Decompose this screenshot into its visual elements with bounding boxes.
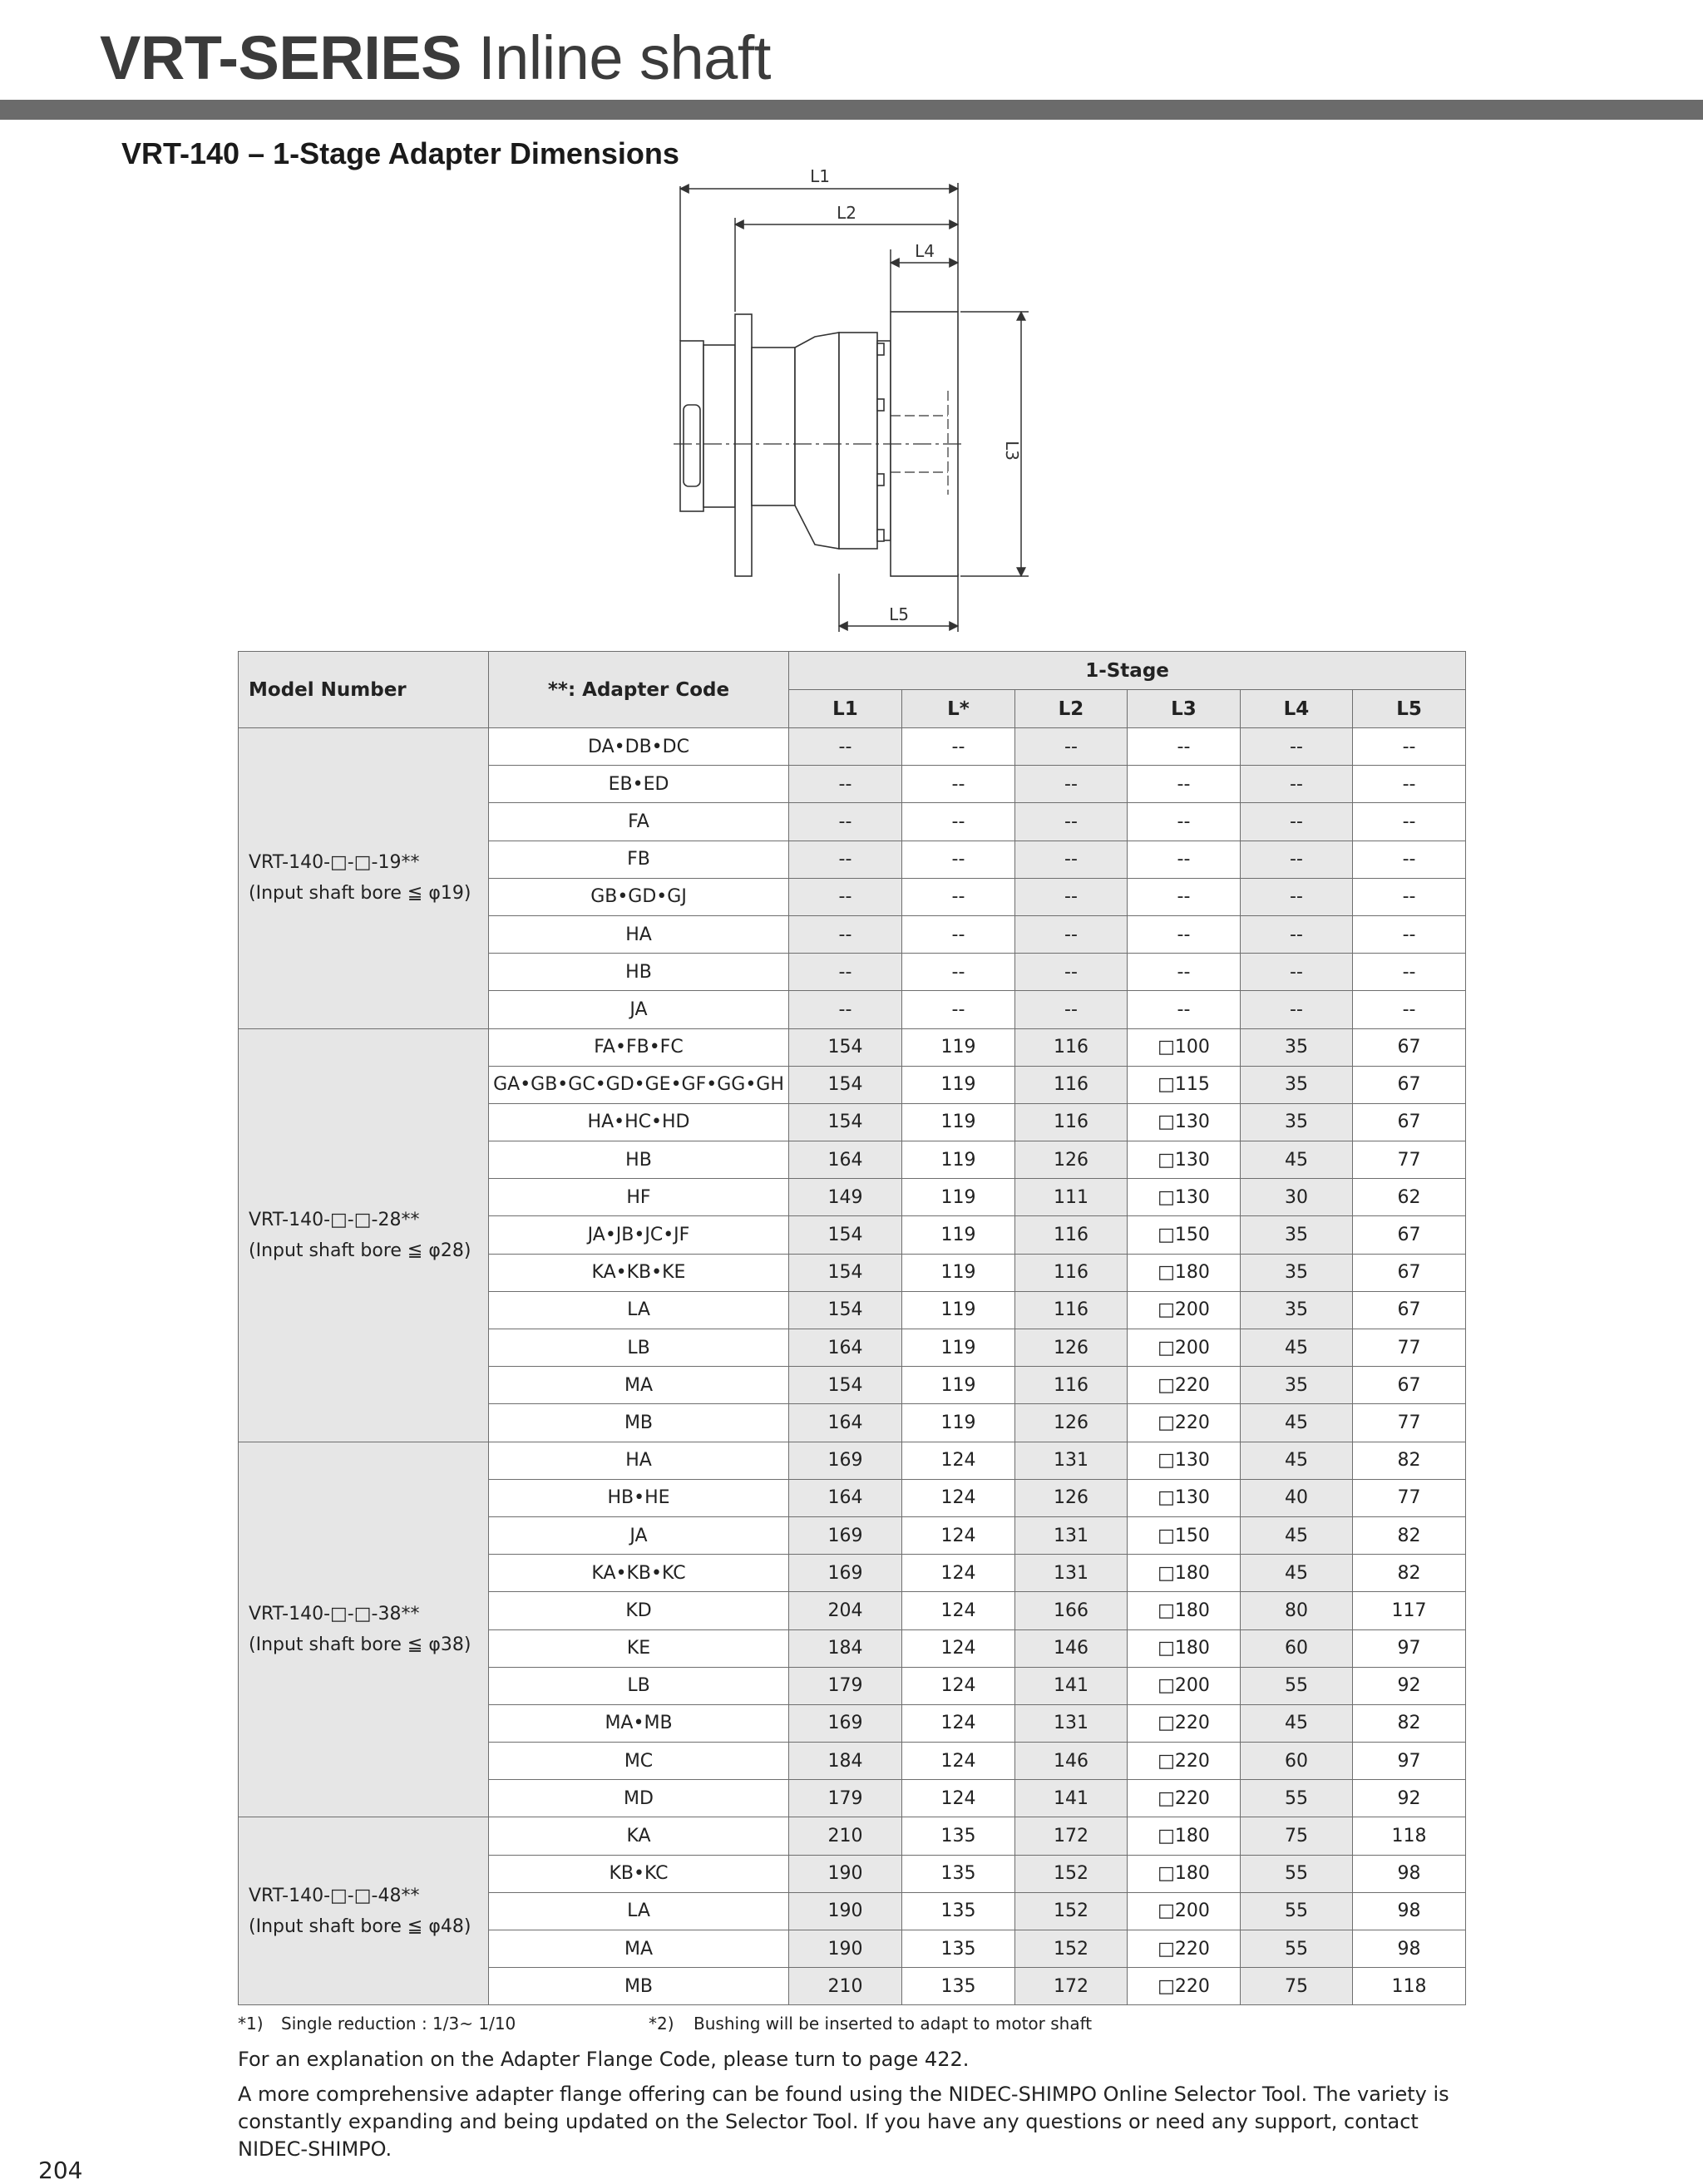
table-row bbox=[239, 1442, 1466, 1479]
value-l2-cell: 126 bbox=[1015, 1329, 1128, 1367]
value-l5-cell: -- bbox=[1353, 803, 1466, 841]
value-l3-cell: □220 bbox=[1128, 1743, 1241, 1780]
adapter-code-cell: EB•ED bbox=[489, 766, 789, 803]
header-adapter-code: **: Adapter Code bbox=[489, 652, 789, 728]
model-number: VRT-140-□-□-28** bbox=[249, 1209, 420, 1230]
value-l5-cell: 82 bbox=[1353, 1555, 1466, 1592]
value-l1-cell: -- bbox=[789, 841, 902, 878]
value-l5-cell: 118 bbox=[1353, 1817, 1466, 1855]
value-l1-cell: 169 bbox=[789, 1704, 902, 1742]
value-l5-cell: 92 bbox=[1353, 1667, 1466, 1704]
value-l1-cell: -- bbox=[789, 915, 902, 953]
value-l5-cell: 62 bbox=[1353, 1179, 1466, 1216]
value-l1-cell: 169 bbox=[789, 1442, 902, 1479]
value-l1-cell: 210 bbox=[789, 1968, 902, 2005]
label-l4: L4 bbox=[915, 241, 935, 261]
adapter-code-cell: HB•HE bbox=[489, 1479, 789, 1516]
table-body bbox=[239, 728, 1466, 2005]
value-l3-cell: □130 bbox=[1128, 1442, 1241, 1479]
model-number: VRT-140-□-□-38** bbox=[249, 1604, 420, 1624]
value-l5-cell: -- bbox=[1353, 954, 1466, 991]
value-l1-cell: 169 bbox=[789, 1516, 902, 1554]
series-subtitle: Inline shaft bbox=[478, 23, 771, 92]
value-l1-cell: 154 bbox=[789, 1254, 902, 1291]
value-lstar-cell: -- bbox=[902, 915, 1015, 953]
value-l4-cell: 35 bbox=[1241, 1103, 1353, 1141]
value-lstar-cell: 135 bbox=[902, 1855, 1015, 1892]
value-l4-cell: 45 bbox=[1241, 1442, 1353, 1479]
value-l5-cell: -- bbox=[1353, 915, 1466, 953]
value-l3-cell: □220 bbox=[1128, 1404, 1241, 1442]
section-title: VRT-140 – 1-Stage Adapter Dimensions bbox=[121, 136, 679, 170]
value-l3-cell: □150 bbox=[1128, 1216, 1241, 1254]
value-l1-cell: -- bbox=[789, 803, 902, 841]
dimension-drawing bbox=[649, 162, 1064, 636]
value-l4-cell: 55 bbox=[1241, 1780, 1353, 1817]
adapter-code-cell: KE bbox=[489, 1629, 789, 1667]
value-l4-cell: -- bbox=[1241, 954, 1353, 991]
value-lstar-cell: 119 bbox=[902, 1254, 1015, 1291]
table-row bbox=[239, 1028, 1466, 1066]
value-lstar-cell: 124 bbox=[902, 1629, 1015, 1667]
value-l4-cell: -- bbox=[1241, 841, 1353, 878]
label-l1: L1 bbox=[810, 166, 830, 186]
value-l3-cell: □180 bbox=[1128, 1254, 1241, 1291]
value-l2-cell: -- bbox=[1015, 954, 1128, 991]
value-l4-cell: 40 bbox=[1241, 1479, 1353, 1516]
value-l5-cell: 77 bbox=[1353, 1329, 1466, 1367]
adapter-code-cell: KA•KB•KE bbox=[489, 1254, 789, 1291]
value-l2-cell: -- bbox=[1015, 803, 1128, 841]
value-l3-cell: □180 bbox=[1128, 1629, 1241, 1667]
adapter-code-cell: HB bbox=[489, 1141, 789, 1179]
value-l5-cell: 77 bbox=[1353, 1141, 1466, 1179]
value-l1-cell: 169 bbox=[789, 1555, 902, 1592]
value-l4-cell: 75 bbox=[1241, 1968, 1353, 2005]
value-l1-cell: -- bbox=[789, 878, 902, 915]
value-l5-cell: 77 bbox=[1353, 1404, 1466, 1442]
value-l2-cell: 141 bbox=[1015, 1780, 1128, 1817]
value-lstar-cell: -- bbox=[902, 991, 1015, 1028]
value-l1-cell: 184 bbox=[789, 1743, 902, 1780]
adapter-code-cell: LA bbox=[489, 1291, 789, 1329]
value-l1-cell: -- bbox=[789, 728, 902, 766]
value-l1-cell: -- bbox=[789, 954, 902, 991]
adapter-code-cell: DA•DB•DC bbox=[489, 728, 789, 766]
value-l4-cell: 35 bbox=[1241, 1028, 1353, 1066]
label-l3: L3 bbox=[1002, 441, 1022, 461]
value-l1-cell: -- bbox=[789, 766, 902, 803]
input-bore-limit: (Input shaft bore ≦ φ19) bbox=[249, 883, 471, 905]
adapter-code-cell: JA bbox=[489, 991, 789, 1028]
page-header-title bbox=[100, 18, 771, 98]
value-l3-cell: -- bbox=[1128, 766, 1241, 803]
value-l2-cell: 116 bbox=[1015, 1216, 1128, 1254]
value-l1-cell: 184 bbox=[789, 1629, 902, 1667]
model-number: VRT-140-□-□-19** bbox=[249, 852, 420, 874]
value-l4-cell: -- bbox=[1241, 803, 1353, 841]
value-l4-cell: 35 bbox=[1241, 1216, 1353, 1254]
value-l3-cell: □180 bbox=[1128, 1555, 1241, 1592]
value-l2-cell: 152 bbox=[1015, 1892, 1128, 1930]
value-l4-cell: 35 bbox=[1241, 1291, 1353, 1329]
value-l4-cell: 45 bbox=[1241, 1141, 1353, 1179]
value-l5-cell: 97 bbox=[1353, 1629, 1466, 1667]
value-l4-cell: -- bbox=[1241, 766, 1353, 803]
value-l5-cell: 67 bbox=[1353, 1367, 1466, 1404]
adapter-code-cell: JA bbox=[489, 1516, 789, 1554]
footnote-2-text: Bushing will be inserted to adapt to motor shaft bbox=[694, 2014, 1093, 2034]
footnote-1-text: Single reduction : 1/3~ 1/10 bbox=[281, 2014, 516, 2034]
value-lstar-cell: 119 bbox=[902, 1179, 1015, 1216]
value-l3-cell: □130 bbox=[1128, 1103, 1241, 1141]
value-l3-cell: □220 bbox=[1128, 1367, 1241, 1404]
value-l4-cell: 55 bbox=[1241, 1930, 1353, 1968]
value-l3-cell: □180 bbox=[1128, 1855, 1241, 1892]
value-l5-cell: 67 bbox=[1353, 1216, 1466, 1254]
value-l3-cell: -- bbox=[1128, 991, 1241, 1028]
value-l1-cell: 154 bbox=[789, 1291, 902, 1329]
value-l4-cell: -- bbox=[1241, 991, 1353, 1028]
value-lstar-cell: -- bbox=[902, 728, 1015, 766]
value-l5-cell: -- bbox=[1353, 841, 1466, 878]
header-l3: L3 bbox=[1128, 690, 1241, 728]
header-l5: L5 bbox=[1353, 690, 1466, 728]
value-l3-cell: □220 bbox=[1128, 1968, 1241, 2005]
adapter-code-cell: KA•KB•KC bbox=[489, 1555, 789, 1592]
value-l2-cell: -- bbox=[1015, 991, 1128, 1028]
model-number: VRT-140-□-□-48** bbox=[249, 1885, 420, 1906]
value-l2-cell: -- bbox=[1015, 728, 1128, 766]
value-l3-cell: □200 bbox=[1128, 1291, 1241, 1329]
header-model-number: Model Number bbox=[239, 652, 489, 728]
adapter-code-cell: KB•KC bbox=[489, 1855, 789, 1892]
value-l1-cell: 154 bbox=[789, 1028, 902, 1066]
model-number-cell bbox=[239, 1442, 489, 1817]
adapter-code-cell: GB•GD•GJ bbox=[489, 878, 789, 915]
value-l3-cell: □200 bbox=[1128, 1329, 1241, 1367]
adapter-code-cell: MC bbox=[489, 1743, 789, 1780]
value-l2-cell: 116 bbox=[1015, 1254, 1128, 1291]
value-l5-cell: 92 bbox=[1353, 1780, 1466, 1817]
value-l4-cell: 35 bbox=[1241, 1066, 1353, 1103]
value-l3-cell: -- bbox=[1128, 878, 1241, 915]
value-l1-cell: 154 bbox=[789, 1216, 902, 1254]
value-l1-cell: 164 bbox=[789, 1141, 902, 1179]
value-l2-cell: 172 bbox=[1015, 1968, 1128, 2005]
value-l2-cell: 166 bbox=[1015, 1592, 1128, 1629]
value-l2-cell: 141 bbox=[1015, 1667, 1128, 1704]
value-lstar-cell: -- bbox=[902, 766, 1015, 803]
value-l3-cell: □200 bbox=[1128, 1892, 1241, 1930]
value-l5-cell: -- bbox=[1353, 991, 1466, 1028]
value-lstar-cell: 124 bbox=[902, 1743, 1015, 1780]
value-l4-cell: 80 bbox=[1241, 1592, 1353, 1629]
header-bar bbox=[0, 100, 1703, 120]
value-l4-cell: 45 bbox=[1241, 1704, 1353, 1742]
value-l1-cell: 154 bbox=[789, 1367, 902, 1404]
value-lstar-cell: 135 bbox=[902, 1817, 1015, 1855]
header-row-1 bbox=[239, 652, 1466, 690]
value-lstar-cell: 119 bbox=[902, 1141, 1015, 1179]
value-l1-cell: -- bbox=[789, 991, 902, 1028]
value-l1-cell: 164 bbox=[789, 1404, 902, 1442]
value-l5-cell: -- bbox=[1353, 766, 1466, 803]
value-l2-cell: 126 bbox=[1015, 1479, 1128, 1516]
value-lstar-cell: 124 bbox=[902, 1442, 1015, 1479]
value-l1-cell: 154 bbox=[789, 1103, 902, 1141]
series-name: VRT-SERIES bbox=[100, 23, 462, 92]
table-row bbox=[239, 1817, 1466, 1855]
value-l1-cell: 164 bbox=[789, 1329, 902, 1367]
value-l4-cell: 35 bbox=[1241, 1367, 1353, 1404]
value-l5-cell: 67 bbox=[1353, 1291, 1466, 1329]
value-l5-cell: -- bbox=[1353, 878, 1466, 915]
value-l2-cell: -- bbox=[1015, 915, 1128, 953]
value-l3-cell: -- bbox=[1128, 728, 1241, 766]
adapter-code-cell: LB bbox=[489, 1667, 789, 1704]
value-l4-cell: 45 bbox=[1241, 1329, 1353, 1367]
value-l4-cell: 45 bbox=[1241, 1404, 1353, 1442]
value-lstar-cell: 135 bbox=[902, 1892, 1015, 1930]
value-l2-cell: 116 bbox=[1015, 1028, 1128, 1066]
value-l1-cell: 190 bbox=[789, 1855, 902, 1892]
value-lstar-cell: 124 bbox=[902, 1780, 1015, 1817]
value-lstar-cell: 124 bbox=[902, 1555, 1015, 1592]
value-l4-cell: 30 bbox=[1241, 1179, 1353, 1216]
value-lstar-cell: 119 bbox=[902, 1404, 1015, 1442]
value-l2-cell: 152 bbox=[1015, 1855, 1128, 1892]
value-l2-cell: 116 bbox=[1015, 1291, 1128, 1329]
value-lstar-cell: 119 bbox=[902, 1066, 1015, 1103]
value-lstar-cell: -- bbox=[902, 878, 1015, 915]
value-l5-cell: 67 bbox=[1353, 1254, 1466, 1291]
value-l5-cell: -- bbox=[1353, 728, 1466, 766]
value-l2-cell: 152 bbox=[1015, 1930, 1128, 1968]
adapter-code-cell: LA bbox=[489, 1892, 789, 1930]
value-lstar-cell: 119 bbox=[902, 1028, 1015, 1066]
adapter-code-cell: MA bbox=[489, 1930, 789, 1968]
value-l1-cell: 179 bbox=[789, 1780, 902, 1817]
value-l5-cell: 97 bbox=[1353, 1743, 1466, 1780]
adapter-code-cell: FA•FB•FC bbox=[489, 1028, 789, 1066]
value-l4-cell: 55 bbox=[1241, 1892, 1353, 1930]
value-l4-cell: -- bbox=[1241, 915, 1353, 953]
value-l3-cell: □220 bbox=[1128, 1704, 1241, 1742]
value-l3-cell: □150 bbox=[1128, 1516, 1241, 1554]
value-l2-cell: -- bbox=[1015, 878, 1128, 915]
value-l3-cell: □130 bbox=[1128, 1141, 1241, 1179]
value-l5-cell: 82 bbox=[1353, 1516, 1466, 1554]
adapter-code-cell: GA•GB•GC•GD•GE•GF•GG•GH bbox=[489, 1066, 789, 1103]
value-l2-cell: -- bbox=[1015, 766, 1128, 803]
value-l4-cell: -- bbox=[1241, 728, 1353, 766]
header-lstar: L* bbox=[902, 690, 1015, 728]
value-l3-cell: -- bbox=[1128, 954, 1241, 991]
value-l3-cell: □180 bbox=[1128, 1592, 1241, 1629]
model-number-cell bbox=[239, 1817, 489, 2005]
adapter-code-cell: HF bbox=[489, 1179, 789, 1216]
value-l5-cell: 98 bbox=[1353, 1855, 1466, 1892]
value-lstar-cell: 124 bbox=[902, 1704, 1015, 1742]
value-l1-cell: 149 bbox=[789, 1179, 902, 1216]
page-reference-note: For an explanation on the Adapter Flange Code, please turn to page 422. bbox=[238, 2048, 970, 2071]
value-lstar-cell: -- bbox=[902, 841, 1015, 878]
adapter-code-cell: MA•MB bbox=[489, 1704, 789, 1742]
value-l3-cell: □130 bbox=[1128, 1179, 1241, 1216]
value-l2-cell: 116 bbox=[1015, 1367, 1128, 1404]
page-number: 204 bbox=[38, 2157, 83, 2184]
value-l5-cell: 98 bbox=[1353, 1930, 1466, 1968]
footnotes bbox=[238, 2014, 1485, 2039]
value-l4-cell: 35 bbox=[1241, 1254, 1353, 1291]
value-l2-cell: 146 bbox=[1015, 1629, 1128, 1667]
label-l2: L2 bbox=[837, 203, 856, 223]
value-l2-cell: 126 bbox=[1015, 1404, 1128, 1442]
value-l1-cell: 179 bbox=[789, 1667, 902, 1704]
adapter-code-cell: HA bbox=[489, 915, 789, 953]
value-l5-cell: 82 bbox=[1353, 1442, 1466, 1479]
value-l1-cell: 190 bbox=[789, 1892, 902, 1930]
value-l5-cell: 67 bbox=[1353, 1066, 1466, 1103]
value-l4-cell: 60 bbox=[1241, 1743, 1353, 1780]
value-l4-cell: 55 bbox=[1241, 1667, 1353, 1704]
value-lstar-cell: 124 bbox=[902, 1667, 1015, 1704]
adapter-code-cell: KD bbox=[489, 1592, 789, 1629]
value-l1-cell: 204 bbox=[789, 1592, 902, 1629]
value-l1-cell: 210 bbox=[789, 1817, 902, 1855]
value-l5-cell: 118 bbox=[1353, 1968, 1466, 2005]
value-l4-cell: -- bbox=[1241, 878, 1353, 915]
value-l4-cell: 45 bbox=[1241, 1516, 1353, 1554]
value-l3-cell: □220 bbox=[1128, 1780, 1241, 1817]
value-l5-cell: 67 bbox=[1353, 1028, 1466, 1066]
adapter-code-cell: JA•JB•JC•JF bbox=[489, 1216, 789, 1254]
value-l2-cell: 131 bbox=[1015, 1555, 1128, 1592]
adapter-code-cell: MB bbox=[489, 1968, 789, 2005]
dimension-diagram bbox=[649, 162, 1064, 636]
value-l3-cell: □100 bbox=[1128, 1028, 1241, 1066]
value-l2-cell: 116 bbox=[1015, 1103, 1128, 1141]
selector-tool-note: A more comprehensive adapter flange offering can be found using the NIDEC-SHIMPO Online Selector Tool. The variety is constantly expanding and being updated on the Selector Tool. If you have any questions or need any support, contact NIDEC-SHIMPO. bbox=[238, 2083, 1449, 2161]
adapter-code-cell: MD bbox=[489, 1780, 789, 1817]
footnote-2-mark: *2) bbox=[649, 2014, 674, 2034]
header-l4: L4 bbox=[1241, 690, 1353, 728]
value-l2-cell: 111 bbox=[1015, 1179, 1128, 1216]
value-l1-cell: 190 bbox=[789, 1930, 902, 1968]
adapter-code-cell: FA bbox=[489, 803, 789, 841]
value-l4-cell: 60 bbox=[1241, 1629, 1353, 1667]
value-l2-cell: 131 bbox=[1015, 1704, 1128, 1742]
value-l1-cell: 154 bbox=[789, 1066, 902, 1103]
header-l1: L1 bbox=[789, 690, 902, 728]
model-number-cell bbox=[239, 1028, 489, 1442]
value-lstar-cell: 124 bbox=[902, 1516, 1015, 1554]
adapter-code-cell: FB bbox=[489, 841, 789, 878]
input-bore-limit: (Input shaft bore ≦ φ28) bbox=[249, 1240, 471, 1261]
value-lstar-cell: 119 bbox=[902, 1103, 1015, 1141]
header-stage: 1-Stage bbox=[789, 652, 1466, 690]
value-l5-cell: 77 bbox=[1353, 1479, 1466, 1516]
adapter-code-cell: KA bbox=[489, 1817, 789, 1855]
value-l2-cell: 131 bbox=[1015, 1442, 1128, 1479]
input-bore-limit: (Input shaft bore ≦ φ38) bbox=[249, 1634, 471, 1655]
value-l3-cell: -- bbox=[1128, 803, 1241, 841]
value-l2-cell: 116 bbox=[1015, 1066, 1128, 1103]
value-l3-cell: □200 bbox=[1128, 1667, 1241, 1704]
value-l4-cell: 55 bbox=[1241, 1855, 1353, 1892]
value-l4-cell: 75 bbox=[1241, 1817, 1353, 1855]
value-lstar-cell: 119 bbox=[902, 1216, 1015, 1254]
value-lstar-cell: -- bbox=[902, 954, 1015, 991]
value-lstar-cell: 135 bbox=[902, 1930, 1015, 1968]
value-l2-cell: 126 bbox=[1015, 1141, 1128, 1179]
adapter-dimensions-table bbox=[238, 651, 1466, 2005]
adapter-code-cell: MB bbox=[489, 1404, 789, 1442]
adapter-code-cell: HB bbox=[489, 954, 789, 991]
value-l3-cell: -- bbox=[1128, 915, 1241, 953]
value-l3-cell: □130 bbox=[1128, 1479, 1241, 1516]
value-lstar-cell: 124 bbox=[902, 1592, 1015, 1629]
value-l4-cell: 45 bbox=[1241, 1555, 1353, 1592]
value-lstar-cell: 119 bbox=[902, 1291, 1015, 1329]
input-bore-limit: (Input shaft bore ≦ φ48) bbox=[249, 1915, 471, 1937]
value-l5-cell: 67 bbox=[1353, 1103, 1466, 1141]
adapter-code-cell: HA bbox=[489, 1442, 789, 1479]
label-l5: L5 bbox=[889, 604, 909, 624]
adapter-code-cell: LB bbox=[489, 1329, 789, 1367]
value-l5-cell: 82 bbox=[1353, 1704, 1466, 1742]
value-lstar-cell: 135 bbox=[902, 1968, 1015, 2005]
footnote-1-mark: *1) bbox=[238, 2014, 264, 2034]
value-lstar-cell: 124 bbox=[902, 1479, 1015, 1516]
value-l1-cell: 164 bbox=[789, 1479, 902, 1516]
table-row bbox=[239, 728, 1466, 766]
adapter-code-cell: MA bbox=[489, 1367, 789, 1404]
value-l2-cell: -- bbox=[1015, 841, 1128, 878]
value-l2-cell: 131 bbox=[1015, 1516, 1128, 1554]
value-l3-cell: □115 bbox=[1128, 1066, 1241, 1103]
model-number-cell bbox=[239, 728, 489, 1029]
value-lstar-cell: -- bbox=[902, 803, 1015, 841]
value-l3-cell: -- bbox=[1128, 841, 1241, 878]
value-lstar-cell: 119 bbox=[902, 1367, 1015, 1404]
value-l5-cell: 117 bbox=[1353, 1592, 1466, 1629]
value-l2-cell: 146 bbox=[1015, 1743, 1128, 1780]
value-l2-cell: 172 bbox=[1015, 1817, 1128, 1855]
value-l5-cell: 98 bbox=[1353, 1892, 1466, 1930]
value-l3-cell: □220 bbox=[1128, 1930, 1241, 1968]
value-lstar-cell: 119 bbox=[902, 1329, 1015, 1367]
value-l3-cell: □180 bbox=[1128, 1817, 1241, 1855]
adapter-code-cell: HA•HC•HD bbox=[489, 1103, 789, 1141]
header-l2: L2 bbox=[1015, 690, 1128, 728]
